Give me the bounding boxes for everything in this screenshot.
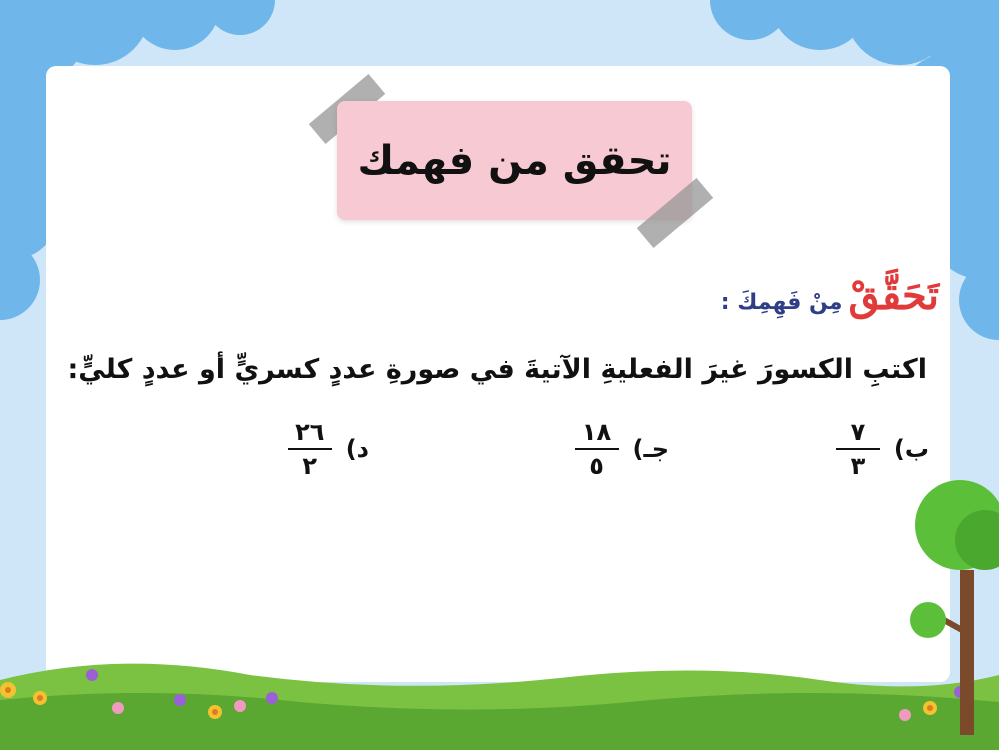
numerator: ٢٦ — [295, 418, 325, 446]
denominator: ٥ — [589, 452, 604, 480]
exercise-item-c — [575, 418, 669, 480]
item-label: د) — [345, 435, 369, 463]
denominator: ٢ — [302, 452, 318, 480]
fraction-bar — [575, 448, 619, 450]
numerator: ٧ — [850, 418, 866, 446]
heading-sub: مِنْ فَهِمِكَ : — [720, 290, 843, 315]
fraction — [575, 418, 619, 480]
fraction — [288, 418, 332, 480]
grass-ground — [0, 640, 999, 750]
fraction — [836, 418, 880, 480]
denominator: ٣ — [850, 452, 866, 480]
tree-illustration — [900, 480, 999, 740]
section-heading — [721, 272, 939, 319]
page-title: تحقق من فهمك — [357, 137, 672, 184]
exercise-item-d — [288, 418, 369, 480]
heading-main: تَحَقَّقْ — [848, 272, 939, 319]
item-label: ب) — [893, 435, 929, 463]
fraction-bar — [288, 448, 332, 450]
exercise-item-b — [836, 418, 929, 480]
fraction-bar — [836, 448, 880, 450]
item-label: جـ) — [632, 435, 669, 463]
instruction-text: اكتبِ الكسورَ غيرَ الفعليةِ الآتيةَ في صورةِ عددٍ كسريٍّ أو عددٍ كليٍّ: — [67, 354, 927, 385]
title-note — [337, 101, 692, 220]
numerator: ١٨ — [581, 418, 612, 446]
